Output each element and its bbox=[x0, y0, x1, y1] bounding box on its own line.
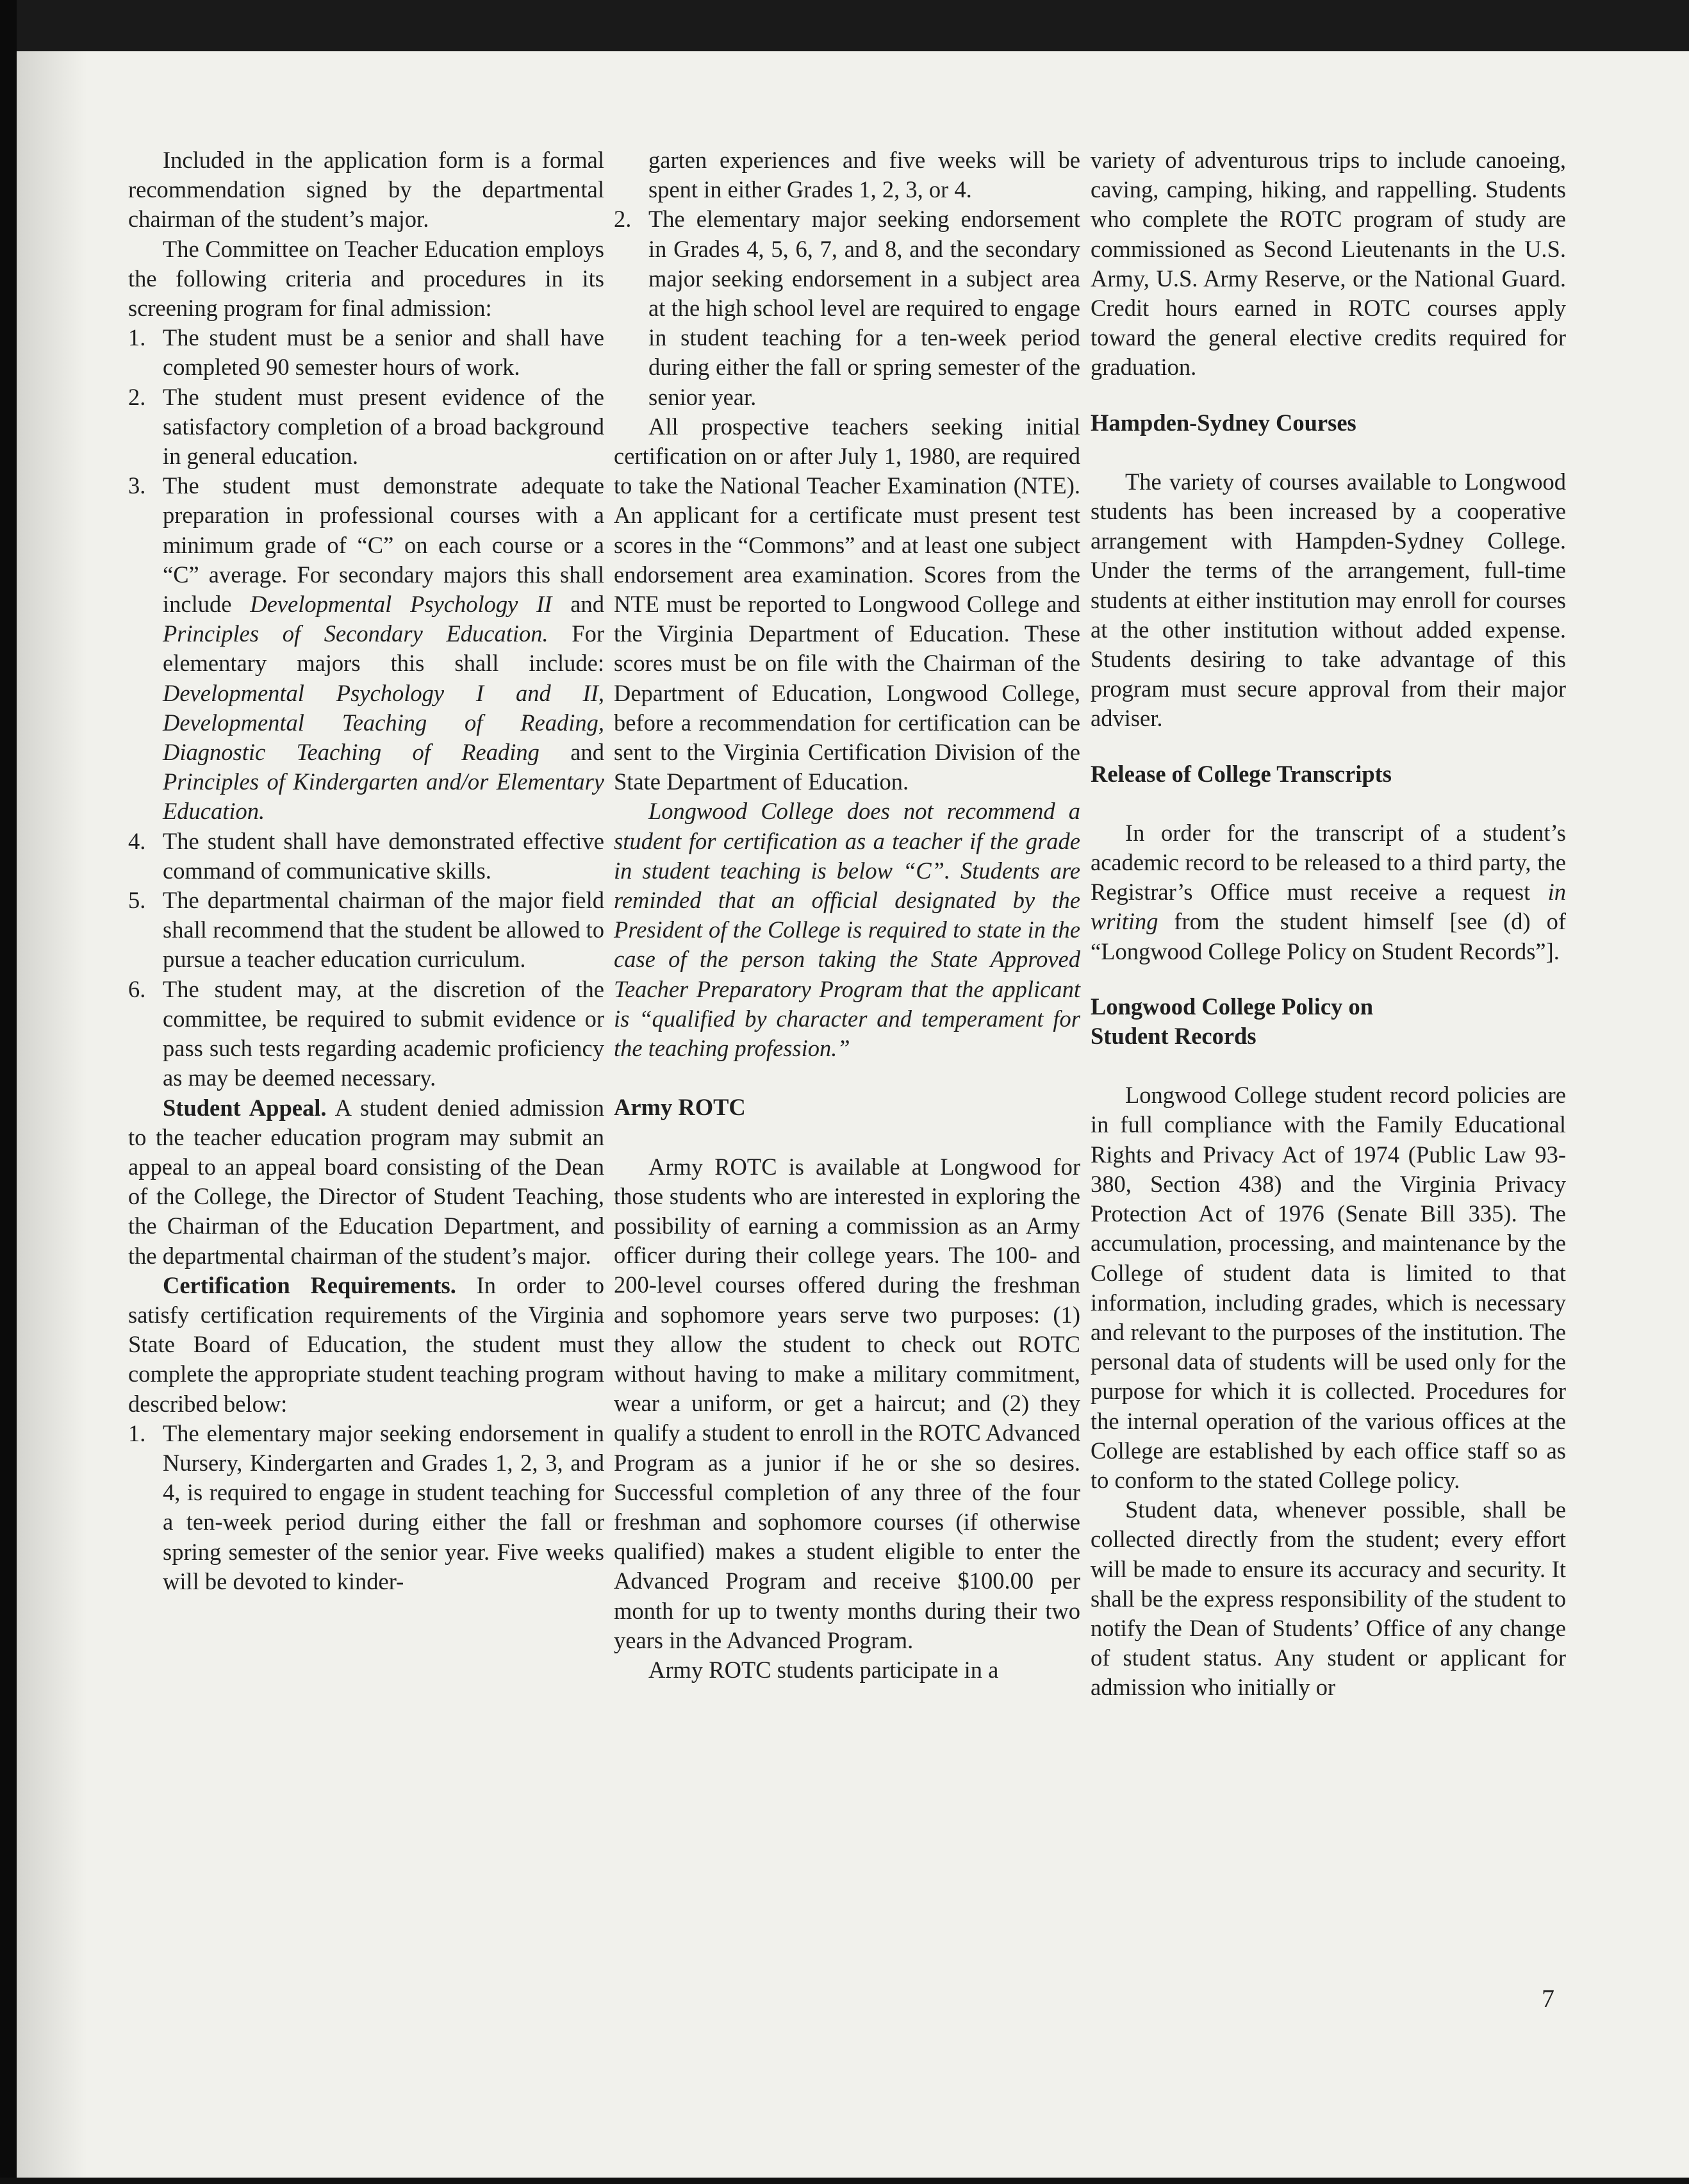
paragraph-certification-notice: Longwood College does not recommend a student for certification as a teacher if the grade in student teaching is below “C”. Students are reminded that an official designated by the President of the College is required to state in the case of the person taking the State Approved Teacher Preparatory Program that the applicant is “qualified by character and temperament for the teaching profession.” bbox=[614, 798, 1080, 1062]
certification-item: 1. The elementary major seeking endorsement in Nursery, Kindergarten and Grades 1, 2, 3, and 4, is required to engage in student teaching for a ten-week period during either the fall or spring semester of the senior year. Five weeks will be devoted to kinder- bbox=[128, 1419, 604, 1594]
criteria-item: 6. The student may, at the discretion of the committee, be required to submit evidence or pass such tests regarding academic proficiency as may be deemed necessary. bbox=[128, 975, 604, 1091]
scan-bottom-edge bbox=[0, 2178, 1689, 2184]
paragraph-policy-1: Longwood College student record policies are in full compliance with the Family Educational Rights and Privacy Act of 1974 (Public Law 93-380, Section 438) and the Virginia Privacy Protection Act of 1976 (Senate Bill 335). The accumulation, processing, and maintenance by the College of student data is limited to that information, including grades, which is necessary and relevant to the purposes of the institution. The personal data of students will be used only for the purpose for which it is collected. Procedures for the internal operation of the various offices at the College are established by each office staff so as to conform to the stated College policy. bbox=[1091, 1082, 1566, 1493]
paragraph-committee: The Committee on Teacher Education employs the following criteria and procedures in its screening program for final admission: bbox=[128, 235, 604, 322]
paragraph-certification: Certification Requirements. In order to satisfy certification requirements of the Virginia State Board of Education, the student must complete the appropriate student teaching program described below: bbox=[128, 1271, 604, 1417]
criteria-item: 2. The student must present evidence of the satisfactory completion of a broad background in general education. bbox=[128, 383, 604, 470]
paragraph-hampden-sydney: The variety of courses available to Longwood students has been increased by a cooperative arrangement with Hampden-Sydney College. Under the terms of the arrangement, full-time students at either institution may enroll for courses at the other institution without added expense. Students desiring to take advantage of this program must secure approval from their major adviser. bbox=[1091, 468, 1566, 732]
paragraph-policy-2: Student data, whenever possible, shall be collected directly from the student; every effort will be made to ensure its accuracy and security. It shall be the express responsibility of the student to notify the Dean of Students’ Office of any change of student status. Any student or applicant for admission who initially or bbox=[1091, 1496, 1566, 1701]
paragraph-application-form: Included in the application form is a formal recommendation signed by the departmental chairman of the student’s major. bbox=[128, 147, 604, 233]
column-middle bbox=[614, 145, 1080, 1685]
paragraph-rotc-2: Army ROTC students participate in a bbox=[648, 1656, 999, 1683]
column-right bbox=[1091, 145, 1566, 1703]
heading-hampden-sydney: Hampden-Sydney Courses bbox=[1091, 409, 1356, 436]
criteria-item: 1. The student must be a senior and shall have completed 90 semester hours of work. bbox=[128, 324, 604, 381]
scan-edge bbox=[0, 0, 17, 2184]
paragraph-student-appeal: Student Appeal. A student denied admission to the teacher education program may submit an appeal to an appeal board consisting of the Dean of the College, the Director of Student Teaching, the Chairman of the Education Department, and the departmental chairman of the student’s major. bbox=[128, 1094, 605, 1269]
certification-item-continued: garten experiences and five weeks will be spent in either Grades 1, 2, 3, or 4. bbox=[648, 147, 1080, 203]
criteria-item: 5. The departmental chairman of the major field shall recommend that the student be allowed to pursue a teacher education curriculum. bbox=[128, 887, 604, 973]
page-number: 7 bbox=[1542, 1984, 1554, 2013]
column-left bbox=[128, 145, 604, 1596]
criteria-item: 4. The student shall have demonstrated effective command of communicative skills. bbox=[128, 827, 604, 884]
certification-item: 2. The elementary major seeking endorsement in Grades 4, 5, 6, 7, and 8, and the secondary major seeking endorsement in a subject area at the high school level are required to engage in student teaching for a ten-week period during either the fall or spring semester of the senior year. bbox=[614, 206, 1080, 410]
criteria-item: 3. The student must demonstrate adequate preparation in professional courses with a minimum grade of “C” on each course or a “C” average. For secondary majors this shall include Developmental Psychology II and Principles of Secondary Education. For elementary majors this shall include: Developmental Psychology I and II, Developmental Teaching of Reading, Diagnostic Teaching of Reading and Principles of Kindergarten and/or Elementary Education. bbox=[128, 472, 605, 825]
heading-army-rotc: Army ROTC bbox=[614, 1094, 746, 1121]
heading-release-transcripts: Release of College Transcripts bbox=[1091, 760, 1392, 787]
paragraph-rotc-1: Army ROTC is available at Longwood for those students who are interested in exploring the possibility of earning a commission as an Army officer during their college years. The 100- and 200-level courses offered during the freshman and sophomore years serve two purposes: (1) they allow the student to check out ROTC without having to make a military commitment, wear a uniform, or get a haircut; and (2) they qualify a student to enroll in the ROTC Advanced Program as a junior if he or she so desires. Successful completion of any three of the four freshman and sophomore courses (if otherwise qualified) makes a student eligible to enter the Advanced Program and receive $100.00 per month for up to twenty months during their two years in the Advanced Program. bbox=[614, 1153, 1080, 1653]
binding-shadow bbox=[17, 51, 87, 2184]
paragraph-rotc-continued: variety of adventurous trips to include canoeing, caving, camping, hiking, and rappelling. Students who complete the ROTC program of study are commissioned as Second Lieutenants in the U.S. Army, U.S. Army Reserve, or the National Guard. Credit hours earned in ROTC courses apply toward the general elective credits required for graduation. bbox=[1091, 147, 1566, 381]
paragraph-nte: All prospective teachers seeking initial certification on or after July 1, 1980, are required to take the National Teacher Examination (NTE). An applicant for a certificate must present test scores in the “Commons” and at least one subject endorsement area examination. Scores from the NTE must be reported to Longwood College and the Virginia Department of Education. These scores must be on file with the Chairman of the Department of Education, Longwood College, before a recommendation for certification can be sent to the Virginia Certification Division of the State Department of Education. bbox=[614, 413, 1080, 795]
heading-student-records-policy: Longwood College Policy on Student Records bbox=[1091, 993, 1374, 1050]
paragraph-release-transcripts: In order for the transcript of a student’s academic record to be released to a third party, the Registrar’s Office must receive a request in writing from the student himself [see (d) of “Longwood College Policy on Student Records”]. bbox=[1091, 819, 1566, 964]
